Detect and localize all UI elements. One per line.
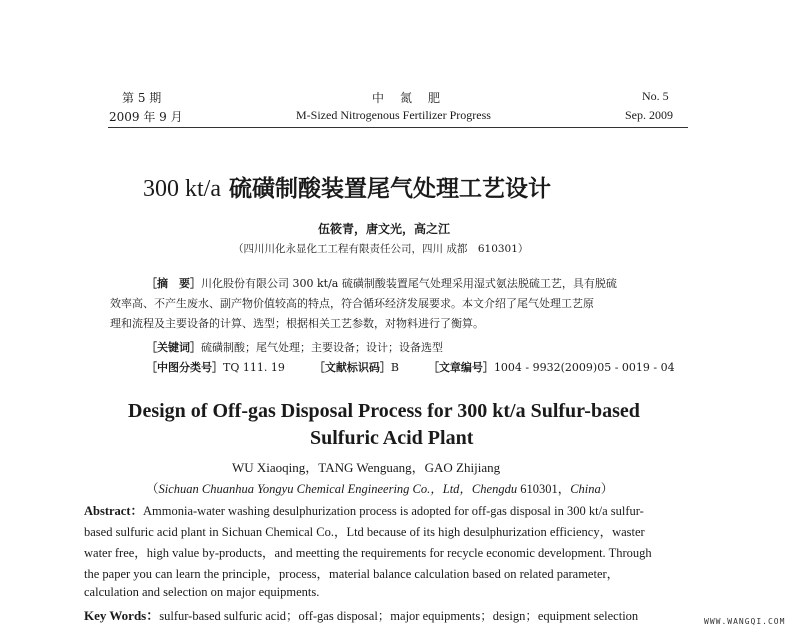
header-rule	[108, 127, 688, 128]
affiliation-en-code: 610301，	[517, 482, 571, 496]
abstract-cn-line-1	[146, 274, 617, 294]
issue-number-en: No. 5	[642, 89, 669, 103]
affiliation-en-open: （	[146, 482, 159, 496]
issue-number-cn: 第 5 期	[122, 91, 162, 105]
journal-title-cn: 中 氮 肥	[372, 91, 443, 105]
title-cn-capacity: 300 kt/a	[143, 176, 221, 202]
title-cn	[143, 170, 551, 203]
date-cn: 2009 年 9 月	[109, 110, 183, 124]
abstract-en-line-3: water free，high value by-products，and meetting the requirements for recycle economic development. Through	[84, 546, 652, 560]
abstract-en-line-4: the paper you can learn the principle，process，material balance calculation based on related parameter，	[84, 567, 620, 581]
article-number-label: ［文章编号］	[427, 361, 494, 374]
abstract-en-line-1	[84, 501, 644, 519]
abstract-cn-line-2: 效率高、不产生废水、副产物价值较高的特点，符合循环经济发展要求。本文介绍了尾气处理工艺原	[110, 297, 594, 310]
affiliation-en-country: China	[570, 482, 601, 496]
abstract-en-text-1: Ammonia-water washing desulphurization process is adopted for off-gas disposal in 300 kt/a sulfur-	[143, 504, 644, 518]
title-en-line-1: Design of Off-gas Disposal Process for 300 kt/a Sulfur-based	[128, 400, 640, 422]
doc-code-label: ［文献标识码］	[313, 361, 391, 374]
authors-cn: 伍筱青，唐文光，高之江	[318, 222, 451, 236]
abstract-cn-line-3: 理和流程及主要设备的计算、选型；根据相关工艺参数，对物料进行了衡算。	[110, 317, 484, 330]
abstract-en-label: Abstract：	[84, 504, 144, 518]
keywords-cn	[146, 338, 443, 358]
authors-en: WU Xiaoqing，TANG Wenguang，GAO Zhijiang	[232, 460, 501, 475]
watermark-text: WWW.WANGQI.COM	[704, 617, 786, 626]
clc-value: TQ 111. 19	[223, 361, 285, 374]
title-cn-text: 硫磺制酸装置尾气处理工艺设计	[221, 175, 552, 202]
abstract-cn-label: ［摘 要］	[146, 277, 201, 290]
abstract-cn-text-1: 川化股份有限公司 300 kt/a 硫磺制酸装置尾气处理采用湿式氨法脱硫工艺，具有脱硫	[201, 277, 617, 290]
keywords-en-text: sulfur-based sulfuric acid；off-gas disposal；major equipments；design；equipment selection	[159, 609, 639, 623]
affiliation-en-close: ）	[600, 482, 614, 496]
keywords-en-label: Key Words：	[84, 608, 160, 623]
doc-code-value: B	[390, 361, 399, 374]
classification-cn	[146, 358, 675, 378]
journal-title-en: M-Sized Nitrogenous Fertilizer Progress	[296, 108, 491, 122]
article-number-value: 1004 - 9932(2009)05 - 0019 - 04	[493, 361, 675, 374]
abstract-en-line-2: based sulfuric acid plant in Sichuan Chemical Co.，Ltd because of its high desulphurization efficiency，waster	[84, 525, 645, 539]
keywords-en	[84, 605, 638, 624]
affiliation-en-text: Sichuan Chuanhua Yongyu Chemical Engineering Co.，Ltd，Chengdu	[158, 482, 518, 496]
clc-label: ［中图分类号］	[146, 361, 223, 374]
date-en: Sep. 2009	[625, 108, 673, 122]
keywords-cn-text: 硫磺制酸；尾气处理；主要设备；设计；设备选型	[201, 341, 443, 354]
affiliation-en	[146, 479, 613, 497]
abstract-en-line-5: calculation and selection on major equipments.	[84, 585, 320, 599]
affiliation-cn: （四川川化永显化工工程有限责任公司，四川 成都 610301）	[233, 243, 529, 255]
keywords-cn-label: ［关键词］	[146, 341, 201, 354]
title-en-line-2: Sulfuric Acid Plant	[310, 427, 474, 449]
